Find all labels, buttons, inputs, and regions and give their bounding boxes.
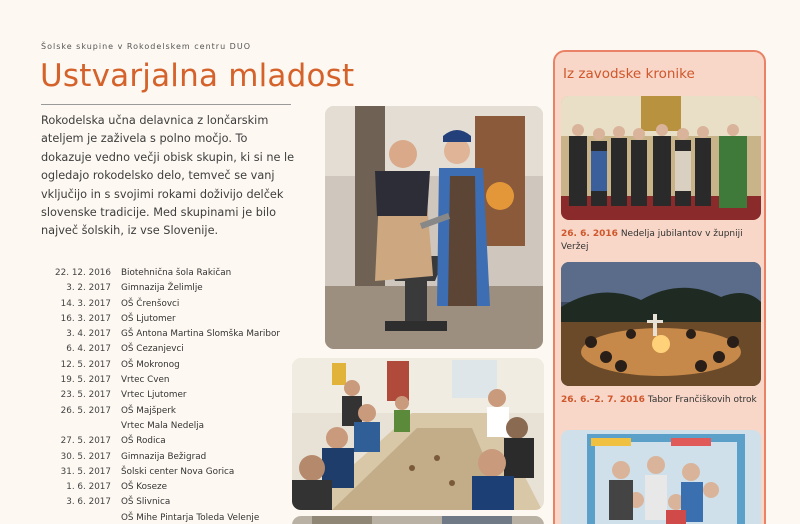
students-workshop-photo [292, 358, 544, 510]
visit-school: Biotehnična šola Rakičan [121, 268, 232, 278]
visit-row [40, 404, 300, 435]
visits-list [40, 266, 300, 524]
visit-school: Gimnazija Bežigrad [121, 451, 207, 462]
visit-school: OŠ Mokronog [121, 359, 180, 370]
visit-date: 19. 5. 2017 [60, 375, 111, 386]
visit-row [40, 358, 300, 373]
visit-school: Šolski center Nova Gorica [121, 466, 235, 477]
visit-schools [121, 281, 300, 296]
title-divider [41, 104, 291, 105]
chronicle-caption-2 [561, 394, 761, 407]
visit-row [40, 312, 300, 327]
visit-row [40, 266, 300, 281]
visit-date: 23. 5. 2017 [60, 390, 111, 401]
visit-school: OŠ Koseze [121, 482, 168, 493]
visit-row [40, 373, 300, 388]
campfire-photo [561, 262, 761, 386]
visit-date: 12. 5. 2017 [60, 359, 111, 370]
visit-schools [121, 358, 300, 373]
blacksmith-photo [325, 106, 543, 349]
visit-schools [121, 342, 300, 357]
visit-date: 14. 3. 2017 [60, 298, 111, 309]
chronicle-title: Iz zavodske kronike [563, 66, 695, 82]
visit-schools [121, 480, 300, 495]
visit-row [40, 327, 300, 342]
visit-schools [121, 327, 300, 342]
visit-school: OŠ Mihe Pintarja Toleda Velenje [121, 512, 260, 523]
visit-schools [121, 434, 300, 449]
visit-date: 27. 5. 2017 [60, 436, 111, 447]
visit-schools [121, 495, 300, 524]
visit-date: 3. 4. 2017 [66, 329, 111, 340]
chronicle-caption-1 [561, 228, 761, 254]
visit-date: 1. 6. 2017 [66, 482, 111, 493]
page-kicker: Šolske skupine v Rokodelskem centru DUO [41, 42, 251, 51]
visit-date: 26. 5. 2017 [60, 405, 111, 416]
visit-school: Vrtec Ljutomer [121, 390, 187, 401]
visit-date: 6. 4. 2017 [66, 344, 111, 355]
visit-school: Vrtec Cven [121, 375, 170, 386]
visit-date: 22. 12. 2016 [55, 268, 111, 278]
chronicle-panel [553, 50, 766, 524]
visit-row [40, 281, 300, 296]
bottom-photo-strip [292, 516, 544, 524]
caption-1-text: Nedelja jubilantov v župniji Veržej [561, 229, 743, 252]
visit-school: OŠ Rodica [121, 436, 166, 447]
visit-row [40, 297, 300, 312]
caption-2-date: 26. 6.–2. 7. 2016 [561, 395, 645, 405]
visit-school: OŠ Črenšovci [121, 298, 180, 309]
visit-schools [121, 388, 300, 403]
children-frame-photo [561, 430, 761, 524]
visit-school: OŠ Ljutomer [121, 313, 176, 324]
intro-paragraph: Rokodelska učna delavnica z lončarskim ateljem je zaživela s polno močjo. To dokazuje vedno večji obisk skupin, ki si ne le ogledajo rokodelsko delo, temveč se vanj vključijo in s svojimi rokami doživijo delček slovenske tradicije. Med skupinami je bilo največ šolskih, iz vse Slovenije. [41, 114, 295, 238]
jubilee-group-photo [561, 96, 761, 220]
visit-row [40, 495, 300, 524]
visit-school: Vrtec Mala Nedelja [121, 420, 205, 431]
visit-row [40, 465, 300, 480]
visit-school: OŠ Slivnica [121, 497, 171, 508]
visit-schools [121, 465, 300, 480]
visit-school: GŠ Antona Martina Slomška Maribor [121, 329, 280, 340]
visit-date: 30. 5. 2017 [60, 451, 111, 462]
visit-schools [121, 266, 300, 281]
visit-row [40, 342, 300, 357]
visit-date: 3. 2. 2017 [66, 283, 111, 294]
visit-date: 3. 6. 2017 [66, 497, 111, 508]
visit-schools [121, 312, 300, 327]
visit-row [40, 434, 300, 449]
visit-school: OŠ Cezanjevci [121, 344, 184, 355]
visit-date: 31. 5. 2017 [60, 466, 111, 477]
visit-schools [121, 297, 300, 312]
visit-row [40, 388, 300, 403]
visit-schools [121, 404, 300, 435]
visit-date: 16. 3. 2017 [60, 313, 111, 324]
caption-1-date: 26. 6. 2016 [561, 229, 618, 239]
visit-school: Gimnazija Želimlje [121, 283, 203, 294]
visit-school: OŠ Majšperk [121, 405, 177, 416]
visit-row [40, 450, 300, 465]
visit-schools [121, 450, 300, 465]
visit-schools [121, 373, 300, 388]
visit-row [40, 480, 300, 495]
caption-2-text: Tabor Frančiškovih otrok [647, 395, 757, 405]
page-title: Ustvarjalna mladost [40, 58, 355, 94]
